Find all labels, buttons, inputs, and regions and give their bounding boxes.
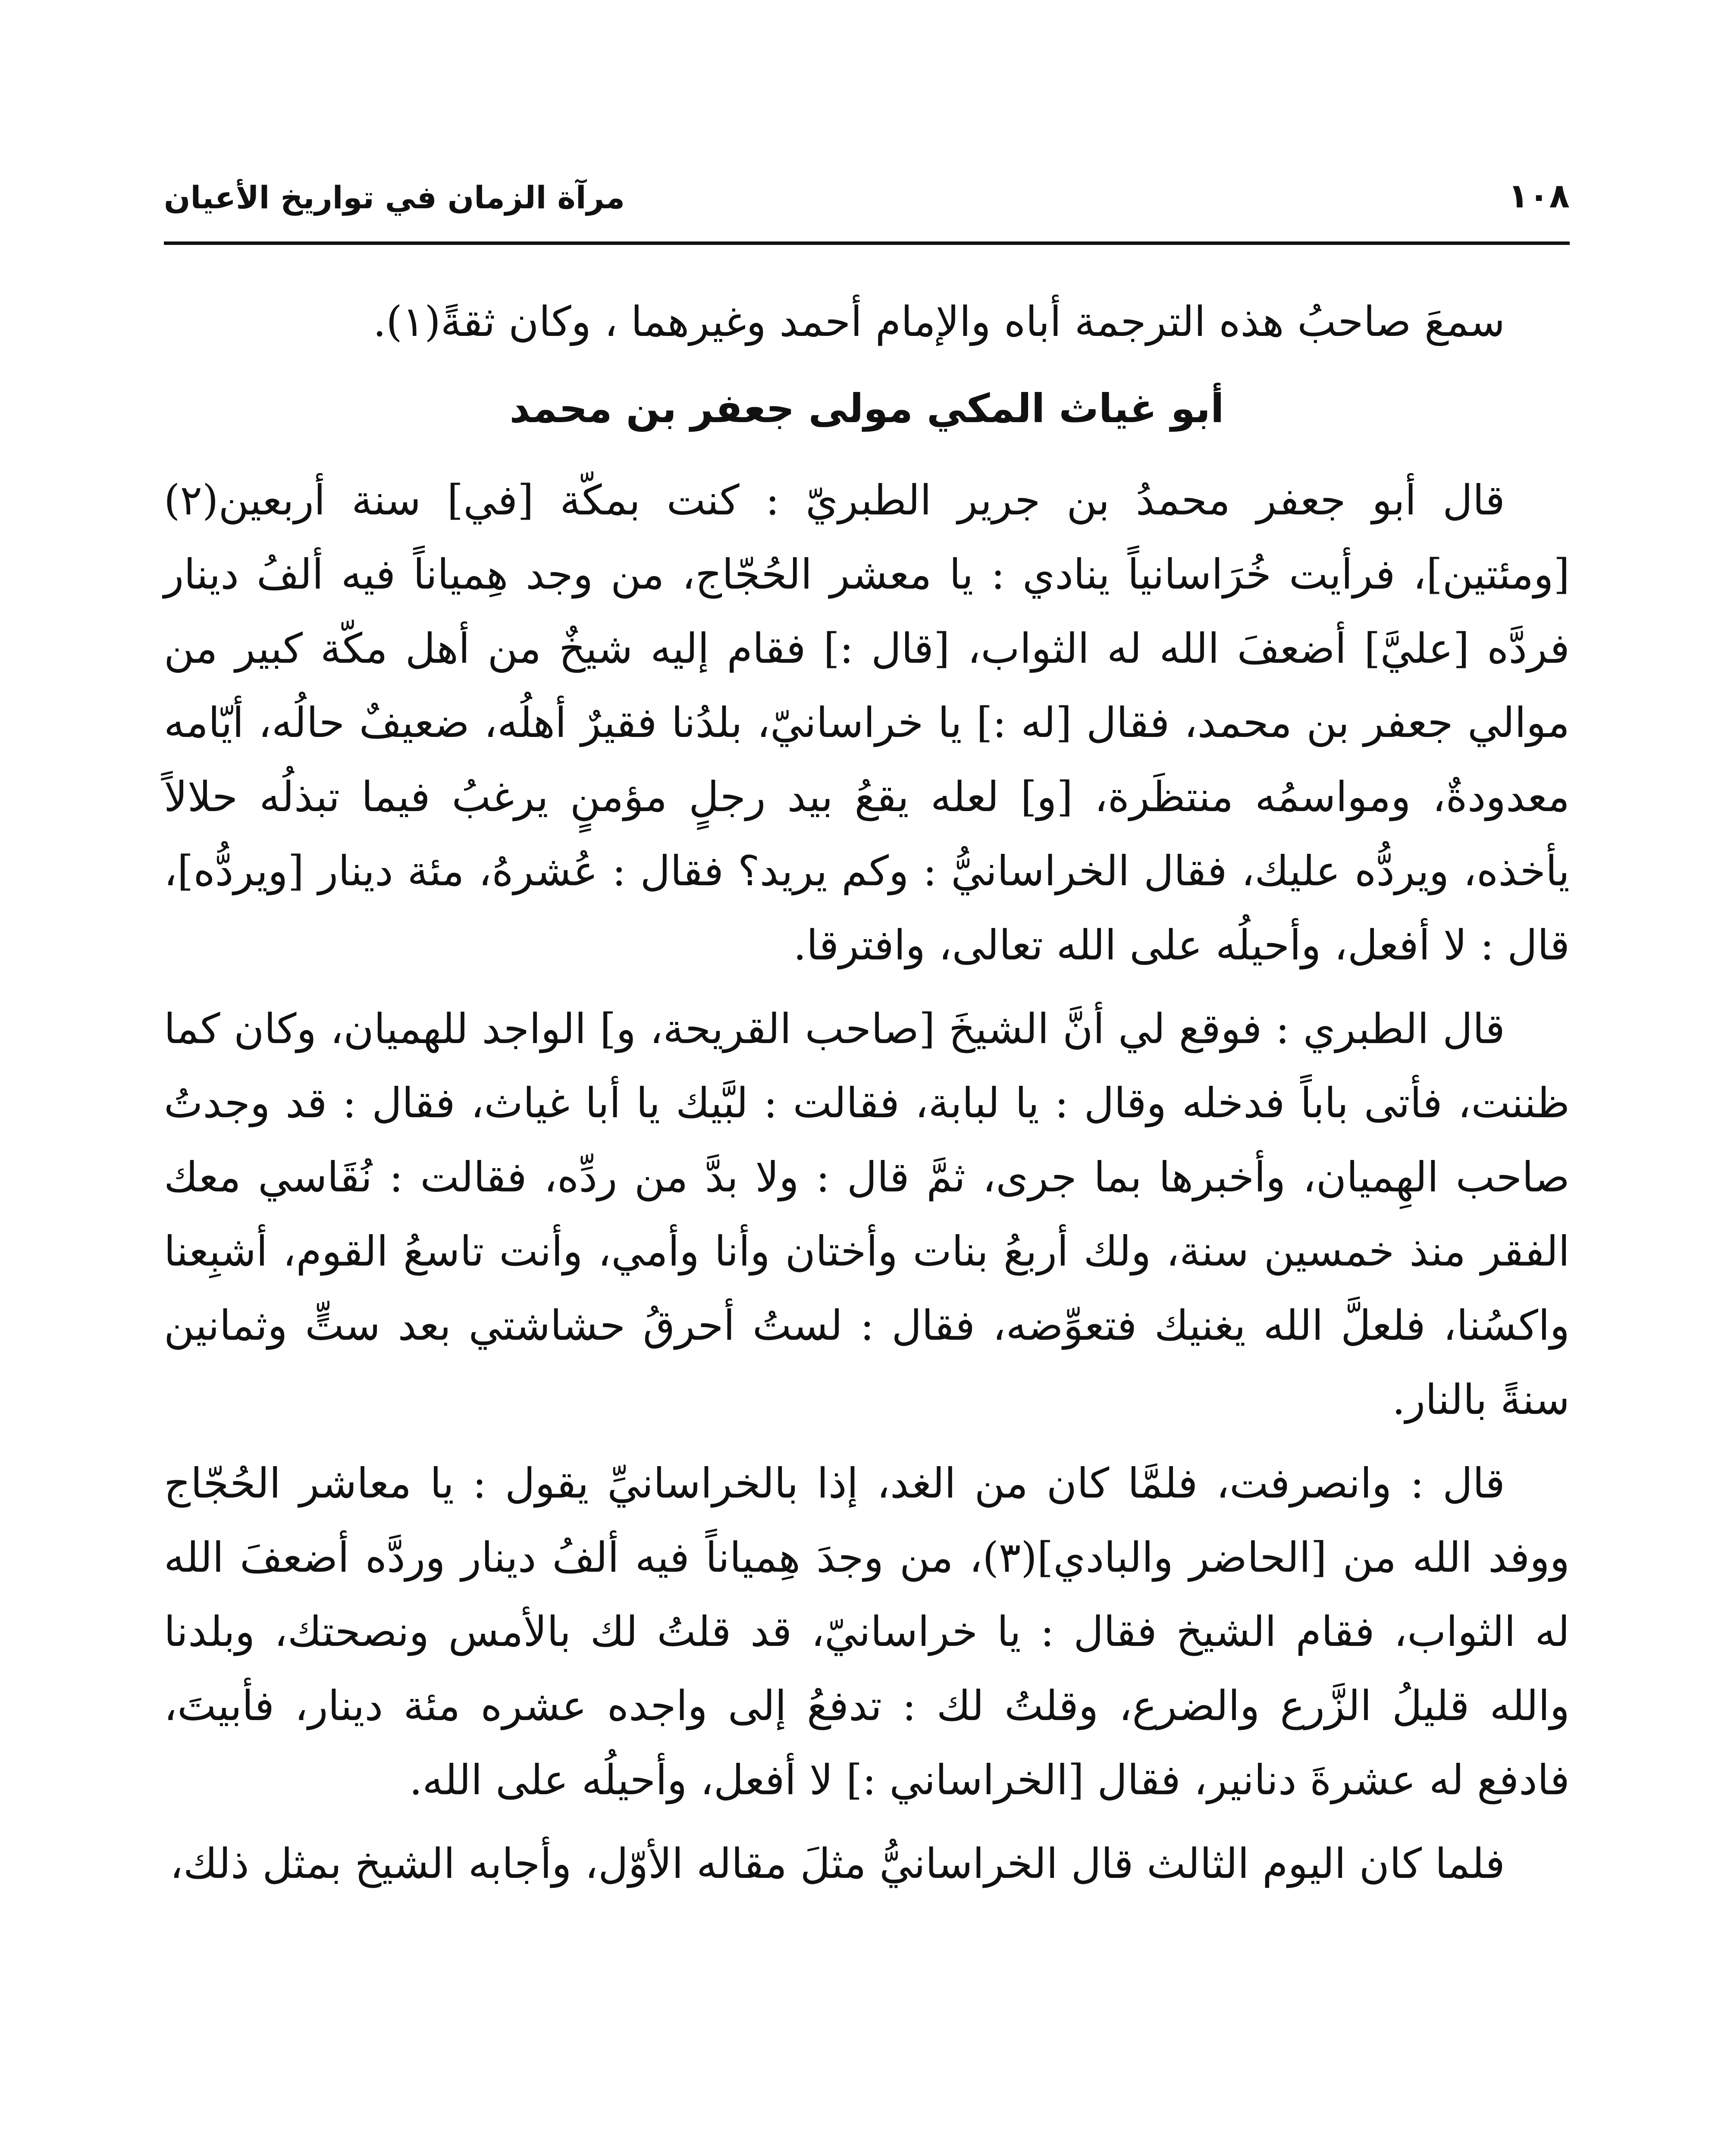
header-rule [164,241,1570,245]
running-title: مرآة الزمان في تواريخ الأعيان [164,179,625,216]
body-paragraph: قال : وانصرفت، فلمَّا كان من الغد، إذا بالخراسانيِّ يقول : يا معاشر الحُجّاج ووفد الله من [الحاضر والبادي](٣)، من وجدَ هِمياناً فيه ألفُ دينار وردَّه أضعفَ الله له الثواب، فقام الشيخ فقال : يا خراسانيّ، قد قلتُ لك بالأمس ونصحتك، وبلدنا والله قليلُ الزَّرع والضرع، وقلتُ لك : تدفعُ إلى واجده عشره مئة دينار، فأبيتَ، فادفع له عشرةَ دنانير، فقال [الخراساني :] لا أفعل، وأحيلُه على الله. [164,1459,1570,1804]
main-text [164,285,1570,1910]
page-number: ١٠٨ [1508,177,1570,216]
intro-paragraph: سمعَ صاحبُ هذه الترجمة أباه والإمام أحمد وغيرهما ، وكان ثقةً(١). [373,298,1505,346]
body-paragraph: قال الطبري : فوقع لي أنَّ الشيخَ [صاحب القريحة، و] الواجد للهميان، وكان كما ظننت، فأتى باباً فدخله وقال : يا لبابة، فقالت : لبَّيك يا أبا غياث، فقال : قد وجدتُ صاحب الهِميان، وأخبرها بما جرى، ثمَّ قال : ولا بدَّ من ردِّه، فقالت : نُقَاسي معك الفقر منذ خمسين سنة، ولك أربعُ بنات وأختان وأنا وأمي، وأنت تاسعُ القوم، أشبِعنا واكسُنا، فلعلَّ الله يغنيك فتعوِّضه، فقال : لستُ أحرقُ حشاشتي بعد ستٍّ وثمانين سنةً بالنار. [164,1005,1570,1424]
running-header [164,164,1570,216]
section-heading: أبو غياث المكي مولى جعفر بن محمد [509,385,1224,432]
body-paragraph: فلما كان اليوم الثالث قال الخراسانيُّ مثلَ مقاله الأوّل، وأجابه الشيخ بمثل ذلك، [169,1839,1505,1888]
body-paragraph: قال أبو جعفر محمدُ بن جرير الطبريّ : كنت بمكّة [في] سنة أربعين(٢) [ومئتين]، فرأيت خُرَاسانياً ينادي : يا معشر الحُجّاج، من وجد هِمياناً فيه ألفُ دينار فردَّه [عليَّ] أضعفَ الله له الثواب، [قال :] فقام إليه شيخٌ من أهل مكّة كبير من موالي جعفر بن محمد، فقال [له :] يا خراسانيّ، بلدُنا فقيرٌ أهلُه، ضعيفٌ حالُه، أيّامه معدودةٌ، ومواسمُه منتظَرة، [و] لعله يقعُ بيد رجلٍ مؤمنٍ يرغبُ فيما تبذلُه حلالاً يأخذه، ويردُّه عليك، فقال الخراسانيُّ : وكم يريد؟ فقال : عُشرهُ، مئة دينار [ويردُّه]، قال : لا أفعل، وأحيلُه على الله تعالى، وافترقا. [164,476,1570,969]
book-page [164,138,1570,2156]
